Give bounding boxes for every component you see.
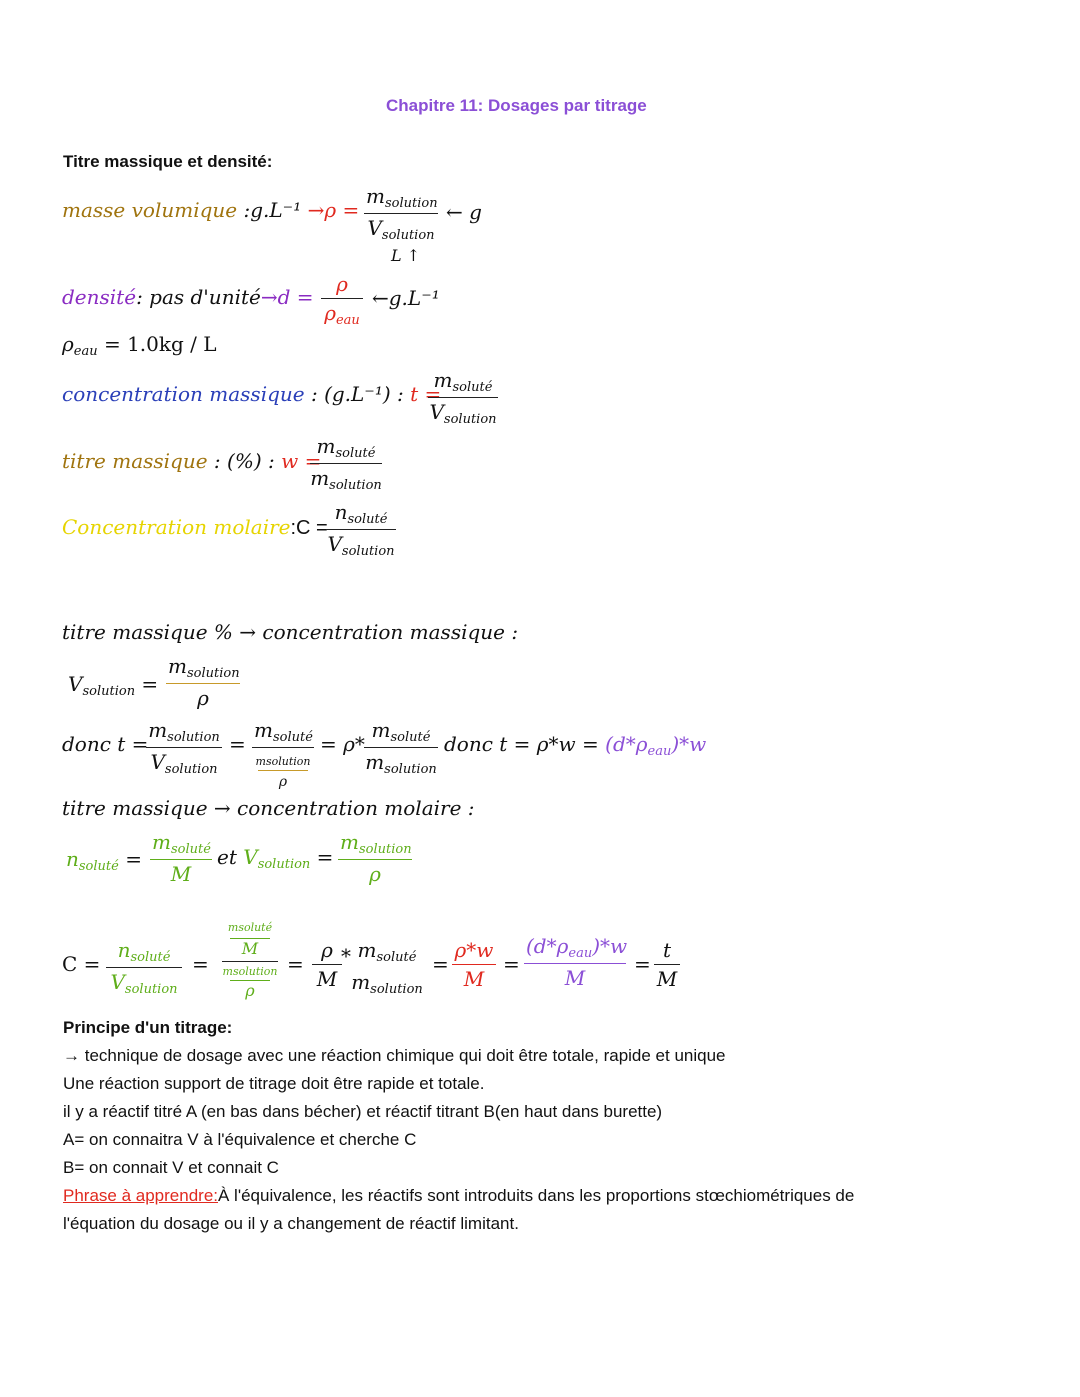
fraction-rho-w-over-M [452,938,496,991]
numerator-rho: ρ [336,272,348,296]
subscript-solution: solution [124,982,178,997]
densite-label: densité [62,285,137,309]
denominator-v: V [110,970,125,994]
equals-sign: = [229,732,246,756]
numerator-m: m [366,184,385,208]
numerator-m: m [371,718,391,742]
concentration-molaire-formula [62,515,328,540]
denominator-M: M [463,967,485,991]
phrase-line-2: l'équation du dosage ou il y a changement de réactif limitant. [63,1214,519,1233]
concentration-molaire-label: Concentration molaire [62,515,291,539]
fraction-m-solute-over-m-solution-rho [252,718,314,790]
subscript-solution: solution [384,762,437,777]
fraction-m-solution-over-rho-2 [338,830,412,886]
denominator-v: V [150,750,165,774]
unit-g-annotation: ← g [446,200,482,224]
subscript-solution: solution [82,684,136,699]
fraction-d-rho-eau-w-over-M [524,934,626,990]
concentration-massique-formula [62,382,441,406]
denominator-v: V [429,400,444,424]
numerator-n: n [117,938,131,962]
subscript-solute: soluté [130,950,171,965]
concentration-massique-label: concentration massique [62,382,305,406]
masse-volumique-formula [62,198,359,222]
denominator-rho: ρ [324,301,336,325]
fraction-m-solution-over-rho [166,654,240,710]
principe-line-3: il y a réactif titré A (en bas dans bécher) et réactif titrant B(en haut dans burette) [63,1102,663,1121]
inner-rho: ρ [278,774,288,790]
multiply-star: * [341,944,351,968]
concentration-massique-unit: : (g.L⁻¹) : [310,382,404,406]
numerator-n: n [334,500,348,524]
v-solution-expression [68,672,158,699]
numerator-m: m [148,718,168,742]
fraction-m-solution-over-v-solution [146,718,222,777]
subscript-solute: soluté [376,950,417,965]
v-symbol: V [68,672,83,696]
subscript-solution: solution [186,666,240,681]
numerator-m: m [433,368,453,392]
close-w: )*w [592,934,628,958]
densite-rest: : pas d'unité [136,285,261,309]
fraction-m-solute-over-M [150,830,212,886]
denominator-M: M [316,967,338,991]
titre-massique-formula [62,449,321,473]
subscript-solute: soluté [335,446,376,461]
denominator-v: V [367,216,382,240]
subscript-eau: eau [647,744,672,759]
inner-subscript-solution: solution [232,965,278,978]
denominator-rho: ρ [197,686,209,710]
unit-gL-annotation: ←g.L⁻¹ [372,286,440,310]
denominator-m: m [365,750,385,774]
fraction-rho-over-M [312,938,342,991]
numerator-t: t [662,938,672,962]
titre-massique-unit: : (%) : [213,449,275,473]
equals-sign: = [634,952,651,976]
subscript-solution: solution [167,730,220,745]
rho-definition: →ρ = [307,198,360,222]
equals-sign: = [287,952,304,976]
equals-sign: = [125,847,142,871]
rho-symbol: ρ [62,332,74,356]
subscript-solution: solution [358,842,412,857]
subscript-solute: soluté [170,842,211,857]
subscript-solution: solution [370,982,423,997]
d-rho-open: (d*ρ [526,934,569,958]
inner-rho: ρ [245,981,255,1000]
subscript-solute: soluté [78,859,119,874]
et-v-solution [217,845,333,872]
fraction-rho-over-rho-eau [321,272,363,328]
phrase-a-apprendre-link[interactable]: Phrase à apprendre: [63,1186,218,1205]
w-definition: w = [281,449,322,473]
subscript-solution: solution [384,196,438,211]
equals-sign: = [141,672,159,696]
denominator-rho: ρ [369,862,381,886]
subscript-solution: solution [257,857,311,872]
subscript-eau: eau [335,313,360,328]
subscript-eau: eau [568,946,593,961]
inner-m: m [255,755,266,768]
principe-line-4: A= on connaitra V à l'équivalence et cherche C [63,1130,417,1149]
fraction-m-solute-over-m-solution-2 [364,718,438,777]
n-solute-expression [66,847,142,874]
principe-line-2: Une réaction support de titrage doit être rapide et totale. [63,1074,485,1093]
subscript-solute: soluté [390,730,431,745]
subscript-solution: solution [164,762,218,777]
fraction-m-solute-over-v-solution [428,368,498,427]
inner-subscript-solution: solution [265,755,311,768]
inner-subscript-solute: soluté [238,921,273,934]
fraction-n-solute-over-v-solution-2 [106,938,182,997]
section-heading-titre-densite: Titre massique et densité: [63,152,273,171]
et-word: et [217,845,237,869]
d-definition: →d = [260,285,314,309]
inner-M: M [241,939,259,958]
donc-t-rho-w-text: donc t = ρ*w [444,732,576,756]
numerator-m: m [152,830,171,854]
numerator-rho: ρ [321,938,333,962]
equals-sign: = [432,952,449,976]
t-definition: t = [410,382,442,406]
subscript-solution: solution [341,544,395,559]
denominator-m: m [310,466,330,490]
v-symbol: V [243,845,258,869]
masse-volumique-label: masse volumique [62,198,238,222]
rho-eau-value [62,332,217,359]
fraction-n-solute-over-v-solution [326,500,396,559]
C-equals: C = [62,952,101,976]
denominator-M: M [564,966,586,990]
principe-line-1: → technique de dosage avec une réaction chimique qui doit être totale, rapide et unique [63,1046,726,1065]
subscript-solute: soluté [272,730,313,745]
numerator-rho-w: ρ*w [454,938,494,962]
equals-sign: = [503,952,520,976]
principe-heading: Principe d'un titrage: [63,1018,233,1037]
masse-volumique-unit: :g.L⁻¹ [243,198,302,222]
subscript-solution: solution [443,412,497,427]
donc-t-label: donc t = [62,732,149,756]
phrase-text: À l'équivalence, les réactifs sont introduits dans les proportions stœchiométriques de [218,1186,855,1205]
subscript-solution: solution [381,228,435,243]
titre-massique-label: titre massique [62,449,208,473]
d-rho-eau-w [605,732,707,759]
equals-sign: = [316,845,334,869]
densite-formula [62,285,314,309]
denominator-v: V [327,532,342,556]
numerator-m: m [254,718,273,742]
fraction-m-solute-over-m-solution [310,434,382,493]
rho-eau-number: = 1.0kg / L [103,332,217,356]
fraction-t-over-M [654,938,680,991]
denominator-M: M [656,967,678,991]
denominator-M: M [170,862,192,886]
donc-t-rho-w [444,732,706,759]
subscript-solute: soluté [452,380,493,395]
C-definition: :C = [290,517,328,539]
subscript-eau: eau [73,344,98,359]
n-symbol: n [66,847,79,871]
numerator-m: m [357,938,377,962]
inner-m: m [227,921,239,934]
page-title: Chapitre 11: Dosages par titrage [386,96,647,115]
numerator-m: m [340,830,359,854]
numerator-m: m [316,434,336,458]
equals-rho-star: = ρ* [320,732,365,756]
close-w: )*w [671,732,707,756]
denominator-m: m [351,970,371,994]
phrase-line [63,1186,854,1206]
inner-m: m [222,965,233,978]
conversion-heading-massique: titre massique % → concentration massique : [62,620,519,644]
d-rho-open: (d*ρ [605,732,648,756]
conversion-heading-molaire: titre massique → concentration molaire : [62,796,475,820]
numerator-m: m [168,654,187,678]
equals-sign: = [582,732,599,756]
subscript-solute: soluté [347,512,388,527]
fraction-m-over-v-solution [364,184,438,243]
fraction-m-solute-over-m-solution-3 [350,938,424,997]
subscript-solution: solution [329,478,382,493]
compound-fraction [222,920,278,999]
equals-sign: = [192,952,209,976]
principe-line-5: B= on connait V et connait C [63,1158,279,1177]
unit-L-annotation: L ↑ [391,246,421,265]
